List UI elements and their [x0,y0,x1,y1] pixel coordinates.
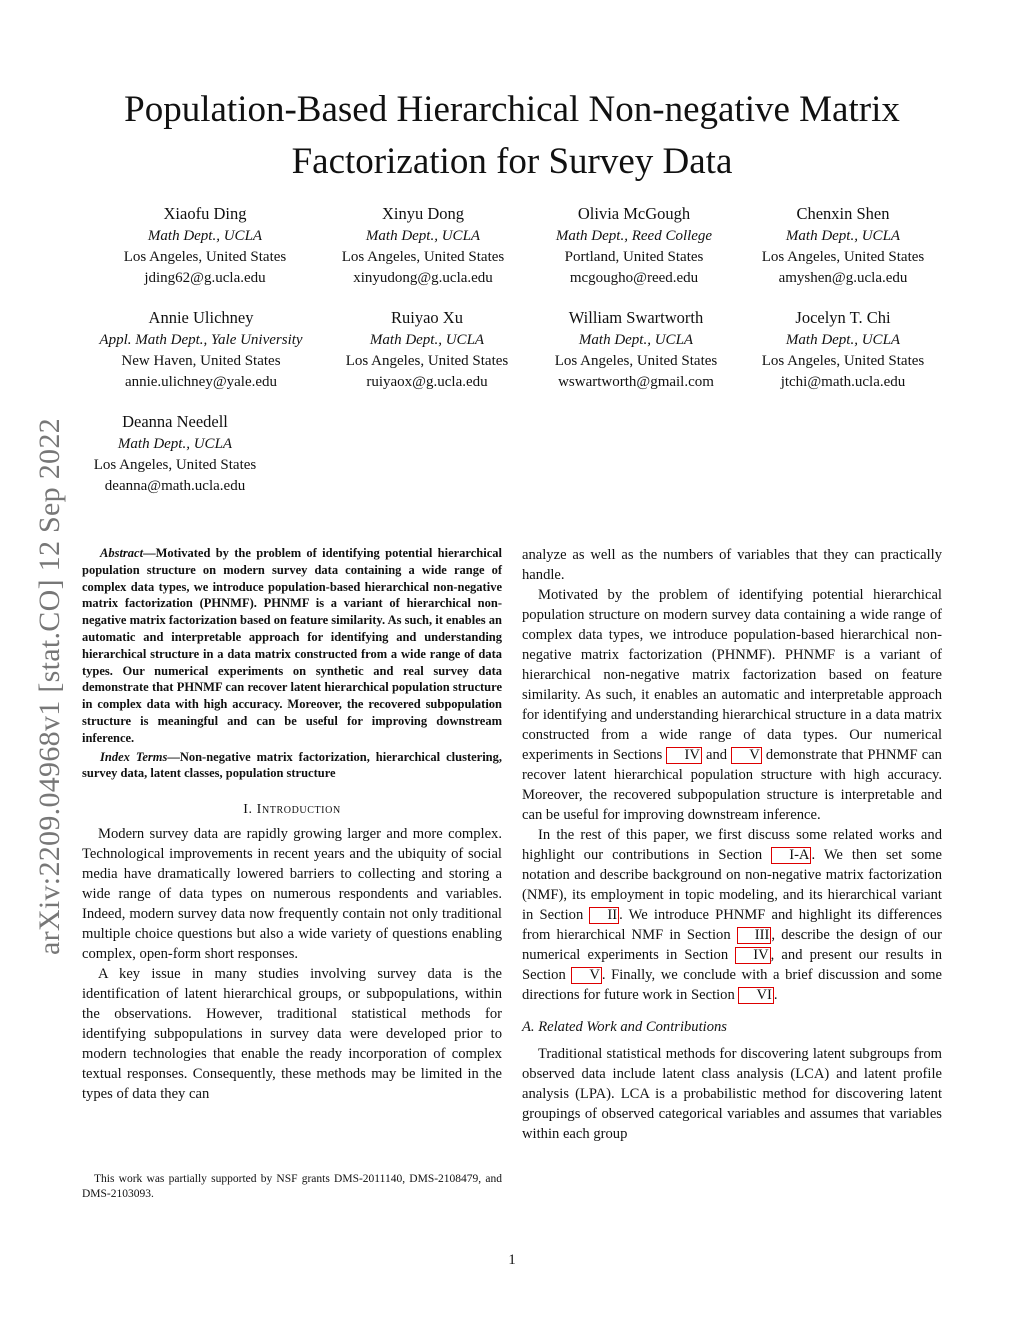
author-name: Annie Ulichney [148,308,254,327]
right-column [522,545,942,1144]
page-number: 1 [508,1252,516,1268]
author-affiliation: Math Dept., UCLA [147,228,263,244]
body-text: . We then set some notation and describe background on non-negative matrix factorization (NMF), its employment in topic modeling, and its hierarchical variant in Section [522,847,942,923]
section-link[interactable]: III [737,927,772,944]
body-paragraph [522,585,942,825]
author-email[interactable]: ruiyaox@g.ucla.edu [366,374,488,390]
author-affiliation: Math Dept., UCLA [785,332,901,348]
author-block [100,202,310,289]
author-affiliation: Math Dept., UCLA [117,436,233,452]
intro-paragraph: Modern survey data are rapidly growing larger and more complex. Technological improvements in recent years and the ubiquity of social media have dramatically lowered barriers to collecting and storing a wide range of data types on numerous respondents and variables. Indeed, modern survey data now frequently contain not only traditional multiple choice questions but also a wide variety of questions enabling complex, open-form short responses. [82,826,502,963]
body-text: . Finally, we conclude with a brief discussion and some directions for future work in Section [522,967,942,1003]
section-link[interactable]: VI [738,987,773,1004]
author-block [322,306,532,393]
abstract-text: —Motivated by the problem of identifying potential hierarchical population structure on modern survey data containing a wide range of complex data types, we introduce population-based hierarchical non-negative matrix factorization (PHNMF). PHNMF is a variant of hierarchical non-negative matrix factorization based on feature similarity. As such, it enables an automatic and interpretable approach for identifying and understanding hierarchical structure in a data matrix constructed from a wide range of data types. Our numerical experiments on synthetic and real survey data demonstrate that PHNMF can recover latent hierarchical population structure in complex data with high accuracy. Moreover, the recovered subpopulation structure is meaningful and can be useful for improving downstream inference. [82,546,502,745]
author-affiliation: Math Dept., UCLA [365,228,481,244]
index-terms-text: —Non-negative matrix factorization, hierarchical clustering, survey data, latent classes, population structure [82,749,502,781]
intro-paragraph: A key issue in many studies involving survey data is the identification of latent hierarchical groups, or subpopulations, within the observations. However, traditional statistical methods for identifying subpopulations in survey data were developed prior to modern technologies that enable the ready incorporation of complex textual responses. Consequently, these methods may be limited in the types of data they can [82,966,502,1103]
author-affiliation: Appl. Math Dept., Yale University [99,332,303,348]
author-block [70,410,280,497]
author-location: Los Angeles, United States [345,353,509,369]
author-email[interactable]: mcgougho@reed.edu [569,270,699,286]
author-email[interactable]: jtchi@math.ucla.edu [780,374,906,390]
author-location: Portland, United States [564,249,704,265]
abstract [82,545,502,747]
body-paragraph [522,825,942,1005]
abstract-label: Abstract [100,546,144,560]
author-location: Los Angeles, United States [761,249,925,265]
left-column [82,545,502,1104]
author-email[interactable]: wswartworth@gmail.com [558,374,714,390]
body-paragraph: analyze as well as the numbers of variables that they can practically handle. [522,547,942,583]
body-text: Motivated by the problem of identifying potential hierarchical population structure on modern survey data containing a wide range of complex data types, we introduce population-based hierarchical non-negative matrix factorization (PHNMF). PHNMF is a variant of hierarchical non-negative matrix factorization based on feature similarity. As such, it enables an automatic and interpretable approach for identifying and understanding hierarchical structure in a data matrix constructed from a wide range of data types. Our numerical experiments in Sections [522,587,942,763]
author-block [738,202,948,289]
author-block [529,202,739,289]
author-name: Xiaofu Ding [163,204,247,223]
author-location: Los Angeles, United States [341,249,505,265]
body-text: , describe the design of our numerical experiments in Section [522,927,942,963]
author-location: Los Angeles, United States [554,353,718,369]
body-paragraph: Traditional statistical methods for discovering latent subgroups from observed data include latent class analysis (LCA) and latent profile analysis (LPA). LCA is a probabilistic method for discovering latent groupings of observed categorical variables and assumes that variables within each group [522,1046,942,1142]
author-name: Olivia McGough [577,204,691,223]
author-email[interactable]: jding62@g.ucla.edu [144,270,266,286]
body-text: . We introduce PHNMF and highlight its differences from hierarchical NMF in Section [522,907,943,943]
section-link[interactable]: V [571,967,602,984]
author-block [318,202,528,289]
section-link[interactable]: V [731,747,762,764]
author-name: Xinyu Dong [381,204,465,223]
author-block [531,306,741,393]
section-link[interactable]: IV [735,947,770,964]
author-affiliation: Math Dept., Reed College [555,228,713,244]
section-heading-introduction: I. Introduction [243,802,341,818]
paper-title: Population-Based Hierarchical Non-negative Matrix Factorization for Survey Data [124,89,900,182]
author-email[interactable]: xinyudong@g.ucla.edu [353,270,493,286]
index-terms [82,749,502,783]
body-text: . [773,987,778,1003]
footnote: This work was partially supported by NSF grants DMS-2011140, DMS-2108479, and DMS-2103093. [82,1173,502,1200]
author-affiliation: Math Dept., UCLA [369,332,485,348]
author-email[interactable]: amyshen@g.ucla.edu [778,270,908,286]
author-location: Los Angeles, United States [761,353,925,369]
author-affiliation: Math Dept., UCLA [578,332,694,348]
body-text: and [706,747,728,763]
author-name: William Swartworth [568,308,704,327]
body-text: , and present our results in Section [522,947,943,983]
author-name: Jocelyn T. Chi [795,308,891,327]
author-email[interactable]: annie.ulichney@yale.edu [124,374,278,390]
author-location: New Haven, United States [121,353,281,369]
author-location: Los Angeles, United States [123,249,287,265]
section-link[interactable]: II [589,907,619,924]
section-link[interactable]: IV [666,747,701,764]
section-link[interactable]: I-A [771,847,811,864]
author-block [96,306,306,393]
author-affiliation: Math Dept., UCLA [785,228,901,244]
author-name: Chenxin Shen [796,204,890,223]
body-text: In the rest of this paper, we first discuss some related works and highlight our contributions in Section [522,827,942,863]
arxiv-identifier: arXiv:2209.04968v1 [stat.CO] 12 Sep 2022 [33,418,66,955]
author-name: Deanna Needell [122,412,228,431]
author-email[interactable]: deanna@math.ucla.edu [104,478,246,494]
author-name: Ruiyao Xu [391,308,463,327]
author-location: Los Angeles, United States [93,457,257,473]
body-text: demonstrate that PHNMF can recover latent hierarchical population structure with high accuracy. Moreover, the recovered subpopulation structure is interpretable and can be useful for improving downstream inference. [522,747,942,823]
subsection-heading: A. Related Work and Contributions [522,1019,727,1035]
index-terms-label: Index Terms [100,749,168,764]
author-block [738,306,948,393]
